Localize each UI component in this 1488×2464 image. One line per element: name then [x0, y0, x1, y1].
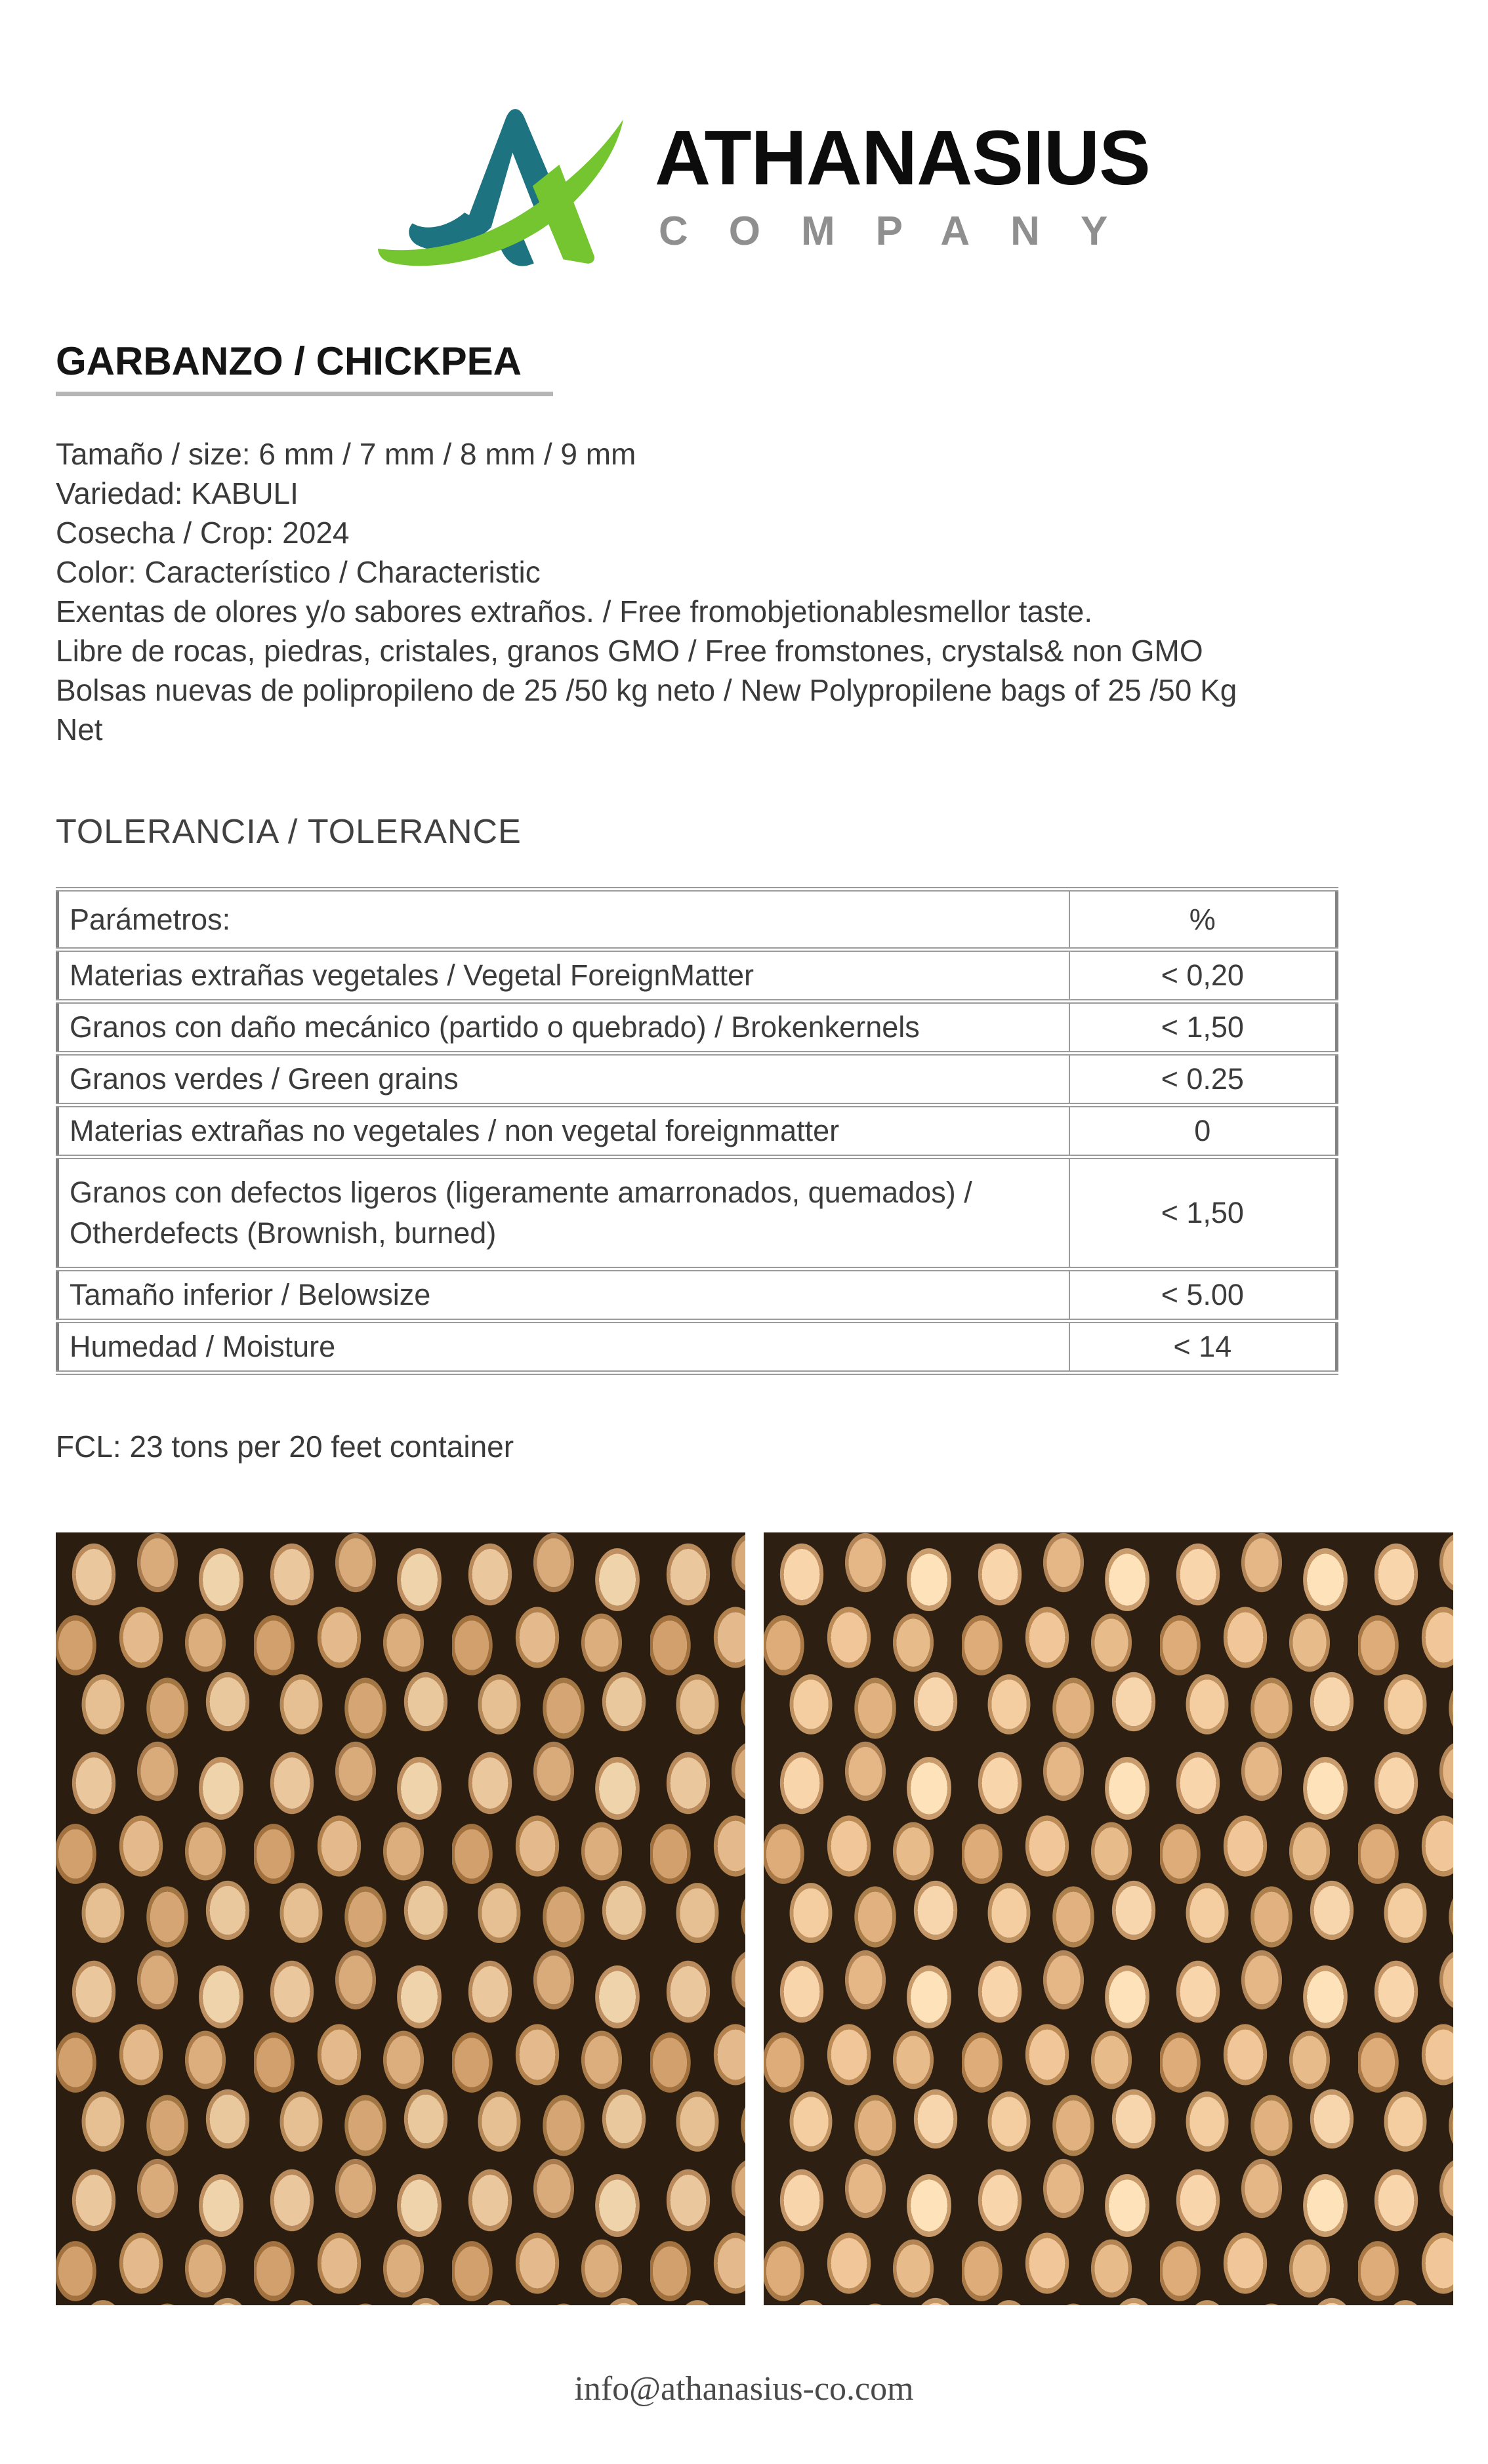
logo — [367, 84, 1488, 287]
chickpeas-photo-right — [764, 1532, 1453, 2305]
value-cell: 0 — [1069, 1105, 1337, 1157]
brand-subtitle: COMPANY — [659, 209, 1149, 254]
spec-line-odor: Exentas de olores y/o sabores extraños. / Free fromobjetionablesmellor taste. — [56, 594, 1093, 628]
value-cell: < 0,20 — [1069, 950, 1337, 1002]
param-cell: Granos con daño mecánico (partido o quebrado) / Brokenkernels — [58, 1002, 1069, 1054]
spec-line-stones: Libre de rocas, piedras, cristales, granos GMO / Free fromstones, crystals& non GMO — [56, 634, 1203, 668]
table-row — [58, 1157, 1337, 1269]
table-row — [58, 1321, 1337, 1373]
value-cell: < 14 — [1069, 1321, 1337, 1373]
param-cell: Materias extrañas no vegetales / non vegetal foreignmatter — [58, 1105, 1069, 1157]
param-cell: Humedad / Moisture — [58, 1321, 1069, 1373]
product-photos — [56, 1532, 1488, 2305]
table-row — [58, 1105, 1337, 1157]
value-cell: < 0.25 — [1069, 1054, 1337, 1105]
spec-line-bags-cont: Net — [56, 712, 103, 747]
value-cell: < 5.00 — [1069, 1269, 1337, 1321]
table-row — [58, 950, 1337, 1002]
column-header-percent: % — [1069, 890, 1337, 950]
spec-list — [56, 434, 1449, 749]
spec-line-size: Tamaño / size: 6 mm / 7 mm / 8 mm / 9 mm — [56, 437, 636, 471]
table-row — [58, 1054, 1337, 1105]
value-cell: < 1,50 — [1069, 1157, 1337, 1269]
spec-line-crop: Cosecha / Crop: 2024 — [56, 516, 350, 550]
spec-line-color: Color: Característico / Characteristic — [56, 555, 541, 589]
chickpeas-photo-left — [56, 1532, 745, 2305]
param-cell: Granos con defectos ligeros (ligeramente amarronados, quemados) / Otherdefects (Brownish, burned) — [58, 1157, 1069, 1269]
brand-block — [655, 115, 1150, 254]
fcl-note: FCL: 23 tons per 20 feet container — [56, 1429, 514, 1464]
spec-line-bags: Bolsas nuevas de polipropileno de 25 /50 kg neto / New Polypropilene bags of 25 /50 Kg — [56, 673, 1237, 707]
table-header-row — [58, 890, 1337, 950]
param-cell: Tamaño inferior / Belowsize — [58, 1269, 1069, 1321]
tolerance-table — [56, 887, 1338, 1375]
athanasius-logo-icon — [367, 86, 636, 286]
page-title: GARBANZO / CHICKPEA — [56, 339, 553, 396]
table-row — [58, 1269, 1337, 1321]
param-cell: Materias extrañas vegetales / Vegetal ForeignMatter — [58, 950, 1069, 1002]
footer-email: info@athanasius-co.com — [574, 2370, 914, 2408]
tolerance-heading: TOLERANCIA / TOLERANCE — [56, 813, 522, 851]
spec-line-variety: Variedad: KABULI — [56, 476, 299, 510]
column-header-parameters: Parámetros: — [58, 890, 1069, 950]
value-cell: < 1,50 — [1069, 1002, 1337, 1054]
param-cell: Granos verdes / Green grains — [58, 1054, 1069, 1105]
table-row — [58, 1002, 1337, 1054]
brand-name: ATHANASIUS — [655, 115, 1150, 201]
